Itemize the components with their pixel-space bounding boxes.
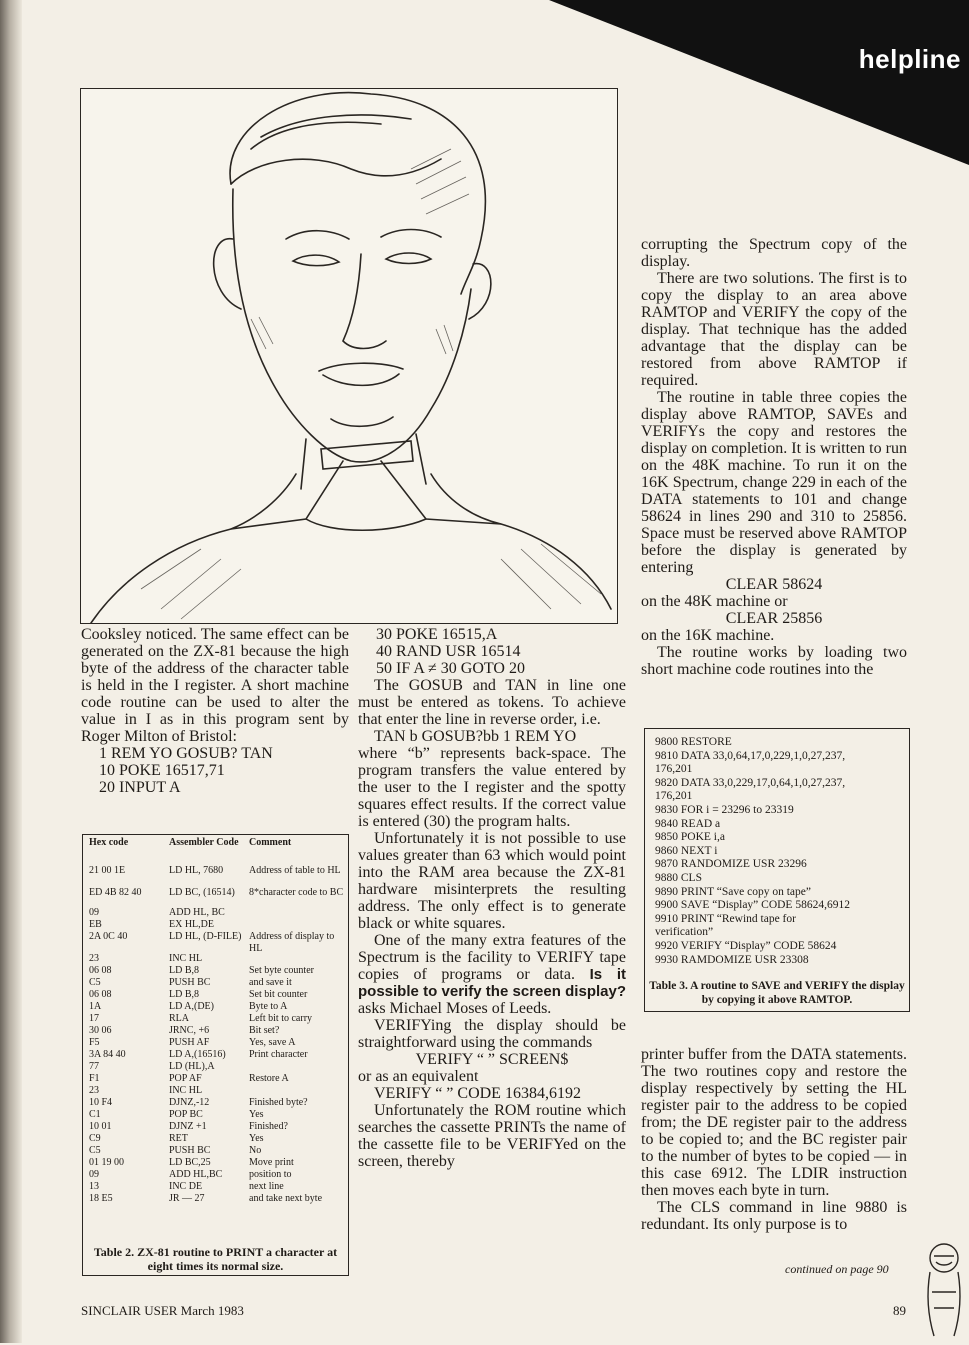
table-cell: Finished?	[249, 1121, 288, 1132]
table-cell: 1A	[89, 1001, 102, 1012]
table-cell: 01 19 00	[89, 1157, 124, 1168]
column-1	[81, 626, 349, 796]
table-cell: Print character	[249, 1049, 308, 1060]
listing-line: 9830 FOR i = 23296 to 23319	[655, 803, 794, 816]
listing-line: 9840 READ a	[655, 817, 721, 830]
listing-line: verification”	[655, 926, 714, 939]
table-cell: ED 4B 82 40	[89, 887, 142, 898]
paragraph: Unfortunately it is not possible to use values greater than 63 which would point into the RAM area because the ZX-81 hardware misinterprets the resulting address. The only effect is to generate black or white squares.	[358, 830, 626, 932]
paragraph: printer buffer from the DATA statements. The two routines copy and restore the display respectively by setting the HL register pair to the address to be copied from; the DE register pair to the address to be copied to; and the BC register pair to the number of bytes to be copied — in this case 6912. The LDIR instruction then moves each byte in turn.	[641, 1046, 907, 1199]
table-cell: Move print	[249, 1157, 294, 1168]
table-cell: LD BC, (16514)	[169, 887, 235, 898]
table-cell: position to	[249, 1169, 292, 1180]
column-3-continued	[641, 1046, 907, 1233]
table-cell: Address of display to HL	[249, 931, 335, 954]
table-cell: 09	[89, 1169, 99, 1180]
code-line: CLEAR 58624	[725, 576, 823, 593]
table-cell: 8*character code to BC	[249, 887, 344, 898]
listing-line: 9910 PRINT “Rewind tape for	[655, 912, 796, 925]
section-title: helpline	[858, 44, 961, 74]
table-cell: C5	[89, 1145, 101, 1156]
table-cell: LD (HL),A	[169, 1061, 215, 1072]
column-header: Comment	[249, 837, 292, 848]
table-cell: F1	[89, 1073, 100, 1084]
table-cell: Left bit to carry	[249, 1013, 313, 1024]
table-cell: Byte to A	[249, 1001, 288, 1012]
table-cell: PUSH BC	[169, 1145, 211, 1156]
paragraph: VERIFYing the display should be straightforward using the commands	[358, 1017, 626, 1051]
code-line: 30 POKE 16515,A	[376, 626, 498, 643]
portrait-illustration	[80, 88, 618, 624]
paragraph: Cooksley noticed. The same effect can be generated on the ZX-81 because the high byte of the address of the character table is held in the I register. A short machine code routine can be used to alter the value in I as in this program sent by Roger Milton of Bristol:	[81, 626, 349, 745]
table-cell: JRNC, +6	[169, 1025, 210, 1036]
publication-footer: SINCLAIR USER March 1983	[81, 1303, 244, 1318]
table-cell: 10 F4	[89, 1097, 113, 1108]
paragraph: There are two solutions. The first is to copy the display to an area above RAMTOP and VERIFY the copy of the display. That technique has the added advantage that the display can be restored from above RAMTOP if required.	[641, 270, 907, 389]
table-cell: 77	[89, 1061, 99, 1072]
listing-line: 9800 RESTORE	[655, 736, 732, 748]
table-cell: 23	[89, 953, 99, 964]
code-line: 1 REM YO GOSUB? TAN	[99, 745, 273, 762]
table-caption: Table 2. ZX-81 routine to PRINT a character at eight times its normal size.	[93, 1245, 338, 1273]
page-number: 89	[893, 1303, 906, 1318]
table-cell: 13	[89, 1181, 99, 1192]
table-cell: PUSH AF	[169, 1037, 210, 1048]
table-cell: RLA	[169, 1013, 189, 1024]
table-cell: F5	[89, 1037, 100, 1048]
table-cell: Restore A	[249, 1073, 289, 1084]
code-line: 10 POKE 16517,71	[99, 762, 225, 779]
table-cell: DJNZ,-12	[169, 1097, 210, 1108]
table-cell: 17	[89, 1013, 99, 1024]
table-cell: DJNZ +1	[169, 1121, 207, 1132]
table-cell: C5	[89, 977, 101, 988]
column-3	[641, 236, 907, 678]
listing-line: 9920 VERIFY “Display” CODE 58624	[655, 939, 837, 952]
table-cell: Yes, save A	[249, 1037, 296, 1048]
table-cell: 2A 0C 40	[89, 931, 128, 942]
table-3	[644, 728, 910, 1012]
table-cell: LD B,8	[169, 965, 199, 976]
listing-line: 9900 SAVE “Display” CODE 58624,6912	[655, 899, 850, 912]
table-cell: 30 06	[89, 1025, 112, 1036]
table-cell: 06 08	[89, 965, 112, 976]
code-line: 20 INPUT A	[99, 779, 181, 796]
table-cell: Yes	[249, 1133, 264, 1144]
paragraph: on the 16K machine.	[641, 627, 775, 644]
listing-line: 9890 PRINT “Save copy on tape”	[655, 885, 811, 898]
table-cell: ADD HL,BC	[169, 1169, 223, 1180]
listing-line: 9810 DATA 33,0,64,17,0,229,1,0,27,237,	[655, 749, 846, 762]
listing-line: 9850 POKE i,a	[655, 831, 725, 844]
listing-line: 9820 DATA 33,0,229,17,0,64,1,0,27,237,	[655, 776, 846, 789]
table-cell: LD HL, 7680	[169, 865, 224, 876]
code-line: 50 IF A ≠ 30 GOTO 20	[376, 660, 525, 677]
table-cell: 18 E5	[89, 1193, 113, 1204]
table-caption: Table 3. A routine to SAVE and VERIFY the display by copying it above RAMTOP.	[649, 980, 905, 1006]
listing-line: 176,201	[655, 763, 693, 776]
table-cell: 21 00 1E	[89, 865, 126, 876]
table-cell: INC DE	[169, 1181, 203, 1192]
code-line: CLEAR 25856	[725, 610, 823, 627]
table-cell: LD A,(16516)	[169, 1049, 226, 1060]
listing-line: 9860 NEXT i	[655, 844, 718, 857]
paragraph: The routine works by loading two short machine code routines into the	[641, 644, 907, 678]
table-cell: Address of table to HL	[249, 865, 341, 876]
code-line: 40 RAND USR 16514	[376, 643, 521, 660]
table-cell: 06 08	[89, 989, 112, 1000]
column-header: Assembler Code	[169, 837, 239, 848]
table-cell: POP AF	[169, 1073, 202, 1084]
table-cell: RET	[169, 1133, 188, 1144]
question-lead: One of the many extra features of the Spectrum is the facility to VERIFY tape copies of programs or data.	[358, 932, 626, 983]
code-line: TAN b GOSUB?bb 1 REM YO	[374, 728, 577, 745]
table-cell: Bit set?	[249, 1025, 280, 1036]
table-cell: JR — 27	[169, 1193, 205, 1204]
table-2	[82, 834, 349, 1276]
reader-question: Is it possible to verify the screen display?	[358, 966, 627, 1000]
paragraph: or as an equivalent	[358, 1068, 479, 1085]
table-cell: Finished byte?	[249, 1097, 308, 1108]
paragraph: on the 48K machine or	[641, 593, 788, 610]
paragraph: corrupting the Spectrum copy of the display.	[641, 236, 907, 270]
paragraph: Unfortunately the ROM routine which searches the cassette PRINTs the name of the cassette file to be VERIFYed on the screen, thereby	[358, 1102, 626, 1170]
table-cell: next line	[249, 1181, 284, 1192]
table-cell: LD B,8	[169, 989, 199, 1000]
code-line: VERIFY “ ” CODE 16384,6192	[374, 1085, 581, 1102]
paragraph: The CLS command in line 9880 is redundant. Its only purpose is to	[641, 1199, 907, 1233]
listing-line: 9880 CLS	[655, 871, 702, 884]
table-cell: Set byte counter	[249, 965, 314, 976]
table-cell: EX HL,DE	[169, 919, 214, 930]
paragraph: The GOSUB and TAN in line one must be entered as tokens. To achieve that enter the line in reverse order, i.e.	[358, 677, 626, 728]
table-cell: and save it	[249, 977, 292, 988]
table-cell: 3A 84 40	[89, 1049, 126, 1060]
continued-note: continued on page 90	[785, 1262, 889, 1276]
table-cell: PUSH BC	[169, 977, 211, 988]
table-cell: 10 01	[89, 1121, 112, 1132]
table-cell: LD HL, (D-FILE)	[169, 931, 242, 942]
table-cell: EB	[89, 919, 102, 930]
column-2	[358, 626, 626, 1170]
listing-line: 9930 RAMDOMIZE USR 23308	[655, 953, 809, 966]
listing-line: 9870 RANDOMIZE USR 23296	[655, 858, 807, 871]
table-cell: No	[249, 1145, 262, 1156]
table-cell: 09	[89, 907, 99, 918]
paragraph: where “b” represents back-space. The program transfers the value entered by the user to the I register and the spotty squares effect results. If the correct value is entered (30) the program halts.	[358, 745, 626, 830]
listing-line: 176,201	[655, 790, 693, 803]
table-cell: INC HL	[169, 1085, 203, 1096]
table-cell: Set bit counter	[249, 989, 308, 1000]
table-cell: and take next byte	[249, 1193, 323, 1204]
table-cell: Yes	[249, 1109, 264, 1120]
question-source: asks Michael Moses of Leeds.	[358, 1000, 552, 1017]
mascot-icon	[920, 1236, 968, 1340]
table-cell: 23	[89, 1085, 99, 1096]
table-cell: C1	[89, 1109, 101, 1120]
code-line: VERIFY “ ” SCREEN$	[415, 1051, 569, 1068]
page-spine-shadow	[0, 0, 22, 1343]
table-cell: ADD HL, BC	[169, 907, 225, 918]
table-cell: LD A,(DE)	[169, 1001, 214, 1012]
paragraph: The routine in table three copies the display above RAMTOP, SAVEs and VERIFYs the copy and restores the display on completion. It is written to run on the 48K machine. To run it on the 16K Spectrum, change 229 in each of the DATA statements to 101 and change 58624 in lines 290 and 310 to 25856. Space must be reserved above RAMTOP before the display is generated by entering	[641, 389, 907, 576]
table-cell: LD BC,25	[169, 1157, 211, 1168]
column-header: Hex code	[89, 837, 129, 848]
table-cell: C9	[89, 1133, 101, 1144]
paragraph	[358, 932, 626, 1017]
table-cell: POP BC	[169, 1109, 203, 1120]
table-cell: INC HL	[169, 953, 203, 964]
